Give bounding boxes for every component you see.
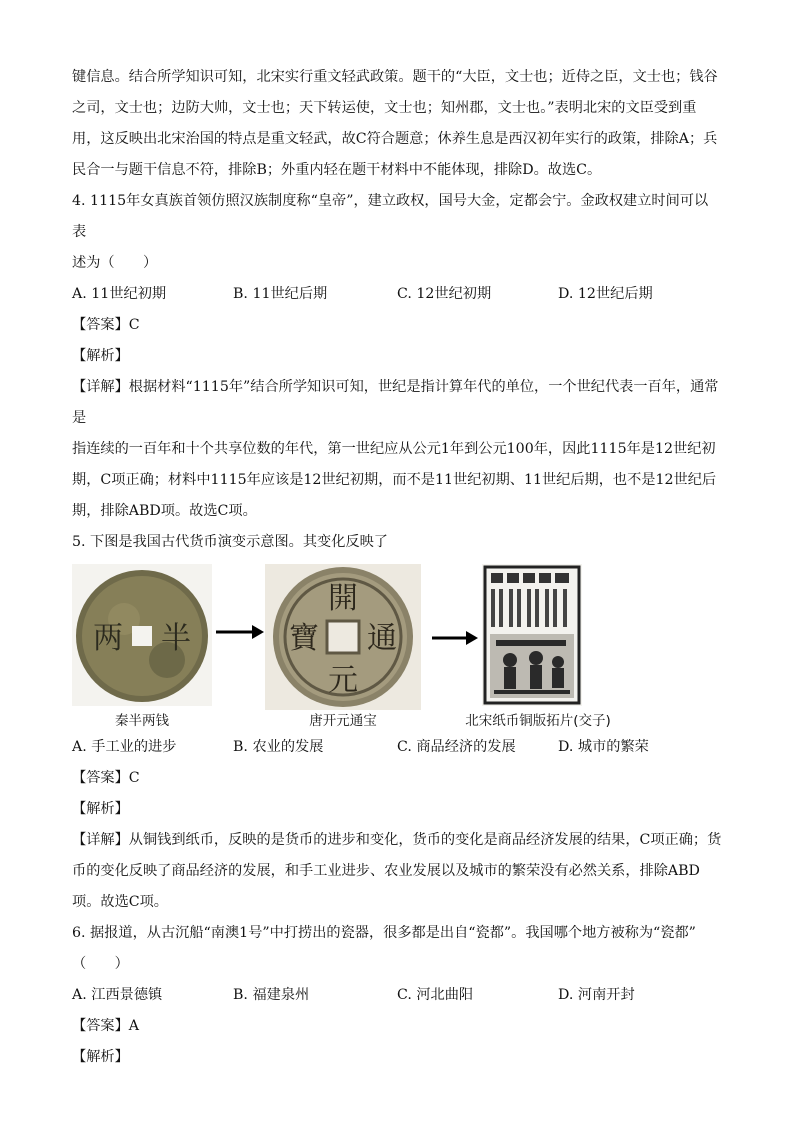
text-line: 民合一与题干信息不符，排除B；外重内轻在题干材料中不能体现，排除D。故选C。 (72, 162, 602, 178)
q4-option-c: C. 12世纪初期 (397, 286, 492, 302)
q4-option-d: D. 12世纪后期 (558, 286, 653, 302)
q5-detail: 币的变化反映了商品经济的发展，和手工业进步、农业发展以及城市的繁荣没有必然关系，排除ABD (72, 863, 700, 879)
q4-answer: 【答案】C (72, 317, 140, 333)
currency-evolution-figure (72, 560, 722, 732)
q6-analysis-label: 【解析】 (72, 1049, 129, 1065)
text-line: 之司，文士也；边防大帅，文士也；天下转运使，文士也；知州郡，文士也。”表明北宋的文臣受到重 (72, 100, 697, 116)
coin2-char-bottom: 元 (328, 663, 358, 698)
q5-detail: 项。故选C项。 (72, 894, 168, 910)
q4-stem: 4. 1115年女真族首领仿照汉族制度称“皇帝”，建立政权，国号大金，定都会宁。金政权建立时间可以表 (72, 193, 709, 240)
q6-option-d: D. 河南开封 (558, 987, 635, 1003)
q6-options (72, 980, 722, 1011)
caption-tang: 唐开元通宝 (309, 713, 377, 729)
q4-options (72, 279, 722, 310)
caption-song: 北宋纸币铜版拓片(交子) (465, 713, 611, 729)
coin1-char: 半 (161, 621, 191, 656)
q5-option-b: B. 农业的发展 (233, 739, 324, 755)
q6-option-a: A. 江西景德镇 (72, 987, 163, 1003)
q6-stem-cont: （ ） (72, 956, 129, 972)
q4-detail: 【详解】根据材料“1115年”结合所学知识可知，世纪是指计算年代的单位，一个世纪代表一百年，通常是 (72, 379, 719, 426)
coin2-char-left: 寶 (289, 621, 319, 656)
tang-kaiyuan-coin-image (265, 564, 421, 714)
coin1-char: 两 (93, 621, 123, 656)
qin-banliang-coin-image (72, 564, 212, 710)
q5-option-d: D. 城市的繁荣 (558, 739, 649, 755)
q4-detail: 指连续的一百年和十个共享位数的年代，第一世纪应从公元1年到公元100年，因此1115年是12世纪初 (72, 441, 716, 457)
q4-option-b: B. 11世纪后期 (233, 286, 328, 302)
q4-detail: 期，排除ABD项。故选C项。 (72, 503, 257, 519)
text-line: 用，这反映出北宋治国的特点是重文轻武，故C符合题意；休养生息是西汉初年实行的政策，排除A；兵 (72, 131, 718, 147)
document-page (72, 62, 722, 1073)
q5-options (72, 732, 722, 763)
caption-qin: 秦半两钱 (115, 713, 169, 729)
arrow-right-icon (432, 628, 478, 648)
q6-answer: 【答案】A (72, 1018, 139, 1034)
q5-option-c: C. 商品经济的发展 (397, 739, 516, 755)
q6-option-b: B. 福建泉州 (233, 987, 310, 1003)
q6-option-c: C. 河北曲阳 (397, 987, 474, 1003)
coin2-char-top: 開 (328, 581, 358, 616)
q5-analysis-label: 【解析】 (72, 801, 129, 817)
q5-detail: 【详解】从铜钱到纸币，反映的是货币的进步和变化，货币的变化是商品经济发展的结果，C项正确；货 (72, 832, 722, 848)
coin2-char-right: 通 (367, 621, 397, 656)
q4-stem-cont: 述为（ ） (72, 255, 158, 271)
q4-option-a: A. 11世纪初期 (72, 286, 167, 302)
q5-answer: 【答案】C (72, 770, 140, 786)
arrow-right-icon (216, 622, 264, 642)
jiaozi-rubbing-image (482, 564, 582, 710)
q6-stem: 6. 据报道，从古沉船“南澳1号”中打捞出的瓷器，很多都是出自“瓷都”。我国哪个地方被称为“瓷都” (72, 925, 696, 941)
text-line: 键信息。结合所学知识可知，北宋实行重文轻武政策。题干的“大臣，文士也；近侍之臣，文士也；钱谷 (72, 69, 718, 85)
q5-stem: 5. 下图是我国古代货币演变示意图。其变化反映了 (72, 534, 388, 550)
q4-analysis-label: 【解析】 (72, 348, 129, 364)
q4-detail: 期，C项正确；材料中1115年应该是12世纪初期，而不是11世纪初期、11世纪后期，也不是12世纪后 (72, 472, 717, 488)
q5-option-a: A. 手工业的进步 (72, 739, 177, 755)
